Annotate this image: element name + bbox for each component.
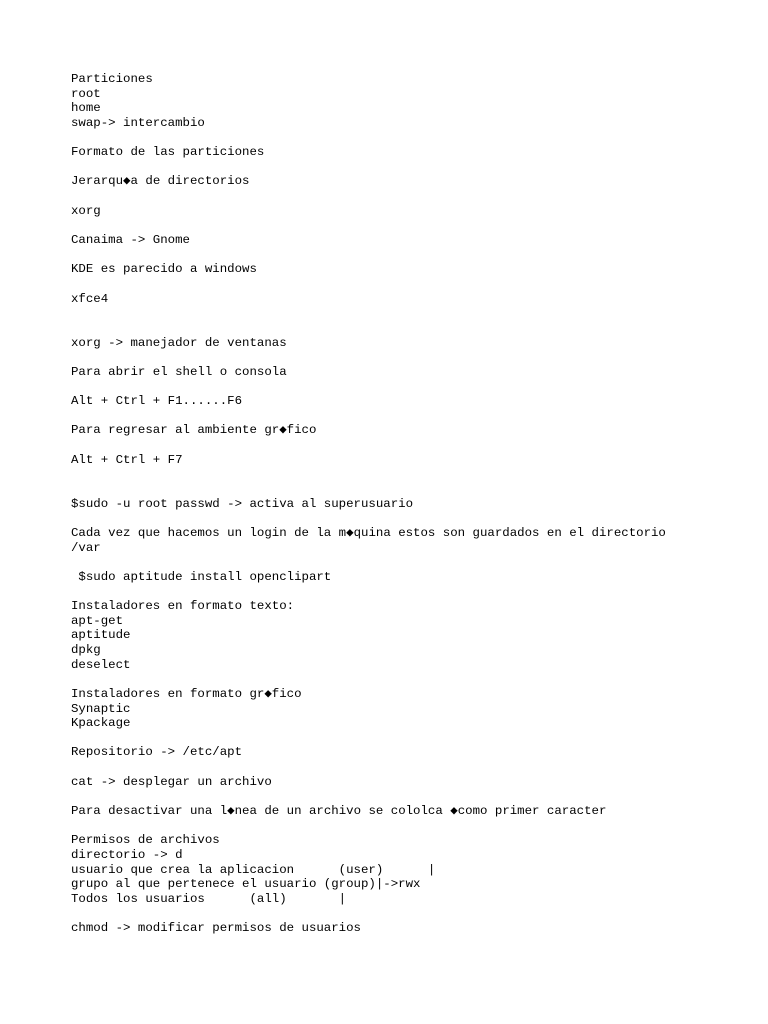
text-line [71, 482, 751, 497]
text-line: KDE es parecido a windows [71, 262, 257, 277]
text-line: Permisos de archivos [71, 833, 220, 848]
text-line [71, 409, 751, 424]
text-line: Alt + Ctrl + F1......F6 [71, 394, 243, 409]
text-line: Alt + Ctrl + F7 [71, 452, 183, 467]
text-line: Jerarqu◆a de directorios [71, 174, 250, 189]
text-line [71, 321, 751, 336]
text-line [71, 584, 751, 599]
text-line: Para abrir el shell o consola [71, 364, 287, 379]
text-line: Repositorio -> /etc/apt [71, 745, 243, 760]
text-line: Todos los usuarios (all) | [71, 891, 347, 906]
text-line: chmod -> modificar permisos de usuarios [71, 921, 361, 936]
text-line [71, 467, 751, 482]
text-line: Kpackage [71, 716, 131, 731]
text-line: xorg -> manejador de ventanas [71, 335, 287, 350]
text-line: Para regresar al ambiente gr◆fico [71, 423, 317, 438]
text-line: Formato de las particiones [71, 145, 265, 160]
text-line [71, 760, 751, 775]
text-line: deselect [71, 657, 131, 672]
text-line: dpkg [71, 642, 101, 657]
text-line [71, 379, 751, 394]
text-line: $sudo -u root passwd -> activa al superusuario [71, 496, 414, 511]
text-line [71, 731, 751, 746]
text-line [71, 907, 751, 922]
text-line [71, 511, 751, 526]
text-line: swap-> intercambio [71, 115, 205, 130]
text-line: $sudo aptitude install openclipart [71, 569, 332, 584]
text-line: directorio -> d [71, 847, 183, 862]
text-line: root [71, 86, 101, 101]
text-line: usuario que crea la aplicacion (user) | [71, 862, 436, 877]
text-line: xorg [71, 203, 101, 218]
text-line: Cada vez que hacemos un login de la m◆quina estos son guardados en el directorio [71, 525, 666, 540]
text-line [71, 248, 751, 263]
text-line: Synaptic [71, 701, 131, 716]
text-line [71, 218, 751, 233]
text-line [71, 438, 751, 453]
text-line: /var [71, 540, 101, 555]
text-line [71, 350, 751, 365]
text-line [71, 306, 751, 321]
text-line [71, 819, 751, 834]
text-line [71, 277, 751, 292]
text-line: Particiones [71, 72, 153, 86]
text-line: Instaladores en formato gr◆fico [71, 686, 302, 701]
text-line: cat -> desplegar un archivo [71, 774, 272, 789]
text-line: Canaima -> Gnome [71, 233, 190, 248]
text-line: home [71, 101, 101, 116]
text-line: grupo al que pertenece el usuario (group)|->rwx [71, 877, 421, 892]
text-line: Instaladores en formato texto: [71, 599, 295, 614]
text-line [71, 131, 751, 146]
text-line: aptitude [71, 628, 131, 643]
text-line [71, 189, 751, 204]
text-line: Para desactivar una l◆nea de un archivo se cololca ◆como primer caracter [71, 804, 607, 819]
text-line [71, 555, 751, 570]
text-line [71, 672, 751, 687]
document-body [71, 72, 751, 936]
text-line: xfce4 [71, 291, 109, 306]
text-line: apt-get [71, 613, 124, 628]
text-line [71, 789, 751, 804]
text-line [71, 160, 751, 175]
